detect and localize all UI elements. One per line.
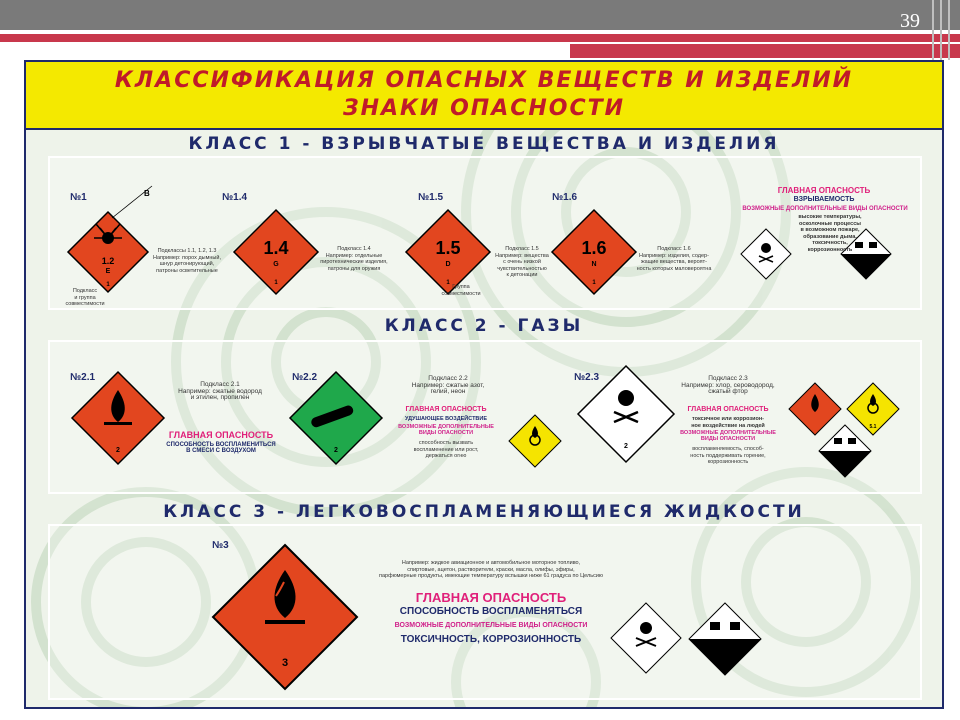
- class2-header: КЛАСС 2 - ГАЗЫ: [384, 316, 584, 336]
- sign-label: №1: [70, 192, 87, 203]
- subclass-note: Подкласс 1.5 Например: вещества с очень низкой чувствительностью к детонации: [495, 246, 549, 278]
- sign-letter: G: [273, 261, 279, 268]
- additional-hazards-list: способность вызвать воспламенение или рост, держаться огню: [413, 440, 479, 459]
- class3-header: КЛАСС 3 - ЛЕГКОВОСПЛАМЕНЯЮЩИЕСЯ ЖИДКОСТИ: [163, 502, 805, 522]
- additional-hazards-title: ВОЗМОЖНЫЕ ДОПОЛНИТЕЛЬНЫЕ ВИДЫ ОПАСНОСТИ: [394, 622, 588, 629]
- toxic-gas-sign: [576, 364, 676, 464]
- main-hazard-title: ГЛАВНАЯ ОПАСНОСТЬ: [687, 406, 769, 413]
- sign-letter: E: [105, 268, 111, 275]
- sign-class-number: 1: [274, 280, 278, 286]
- explosive-sign: [66, 210, 150, 294]
- main-hazard-text: ВЗРЫВАЕМОСТЬ: [793, 196, 855, 203]
- sign-class-number: 2: [624, 443, 628, 450]
- additional-hazards-list: ТОКСИЧНОСТЬ, КОРРОЗИОННОСТЬ: [400, 634, 582, 645]
- sign-class-number: 5.1: [869, 424, 877, 430]
- sign-number: 1.6: [581, 238, 607, 258]
- dimension-label: B: [144, 189, 150, 198]
- sign-class-number: 2: [334, 447, 338, 454]
- sign-label: №2.2: [292, 372, 318, 383]
- subclass-note: Подкласс 2.1 Например: сжатые водород и этилен, пропилен: [178, 381, 262, 401]
- toxic-mini-sign: [610, 602, 682, 674]
- corrosive-mini-sign: [818, 424, 872, 478]
- sign-class-number: 1: [592, 280, 596, 286]
- slide-divider: [932, 0, 934, 60]
- sign-class-number: 2: [116, 447, 120, 454]
- subclass-note: Подклассы 1.1, 1.2, 1.3 Например: порох дымный, шнур детонирующий, патроны осветительные: [152, 248, 221, 274]
- sign-letter: D: [445, 261, 451, 268]
- toxic-mini-sign: [740, 228, 792, 280]
- slide-accent-block: [570, 44, 960, 58]
- sign-letter: N: [591, 261, 597, 268]
- poster-title-band: [26, 62, 942, 130]
- additional-hazards-title: ВОЗМОЖНЫЕ ДОПОЛНИТЕЛЬНЫЕ ВИДЫ ОПАСНОСТИ: [398, 424, 494, 436]
- side-note: Подкласс и группа совместимости: [65, 288, 105, 307]
- nonflammable-gas-sign: [288, 370, 384, 466]
- dimension-mark: [110, 182, 160, 222]
- class3-example-note: Например: жидкое авиационное и автомобильное моторное топливо, спиртовые, ацетон, растворители, краски, масла, олифы, эфиры, парфюмерные продукты, имеющие температуру вспышки ниже 61 градуса по Цельсию: [378, 560, 604, 579]
- main-hazard-title: ГЛАВНАЯ ОПАСНОСТЬ: [777, 186, 871, 195]
- slide-accent-line: [0, 34, 960, 42]
- poster-subtitle: ЗНАКИ ОПАСНОСТИ: [342, 96, 626, 121]
- sign-label: №1.6: [552, 192, 578, 203]
- sign-label: №2.1: [70, 372, 96, 383]
- sign-number: 1.2: [101, 256, 115, 266]
- subclass-note: Подкласс 2.2 Например: сжатые азот, гелий, неон: [411, 375, 485, 395]
- flammable-gas-sign: [70, 370, 166, 466]
- class1-header: КЛАСС 1 - ВЗРЫВЧАТЫЕ ВЕЩЕСТВА И ИЗДЕЛИЯ: [188, 134, 780, 154]
- sign-number: 1.4: [263, 238, 289, 258]
- additional-hazards-title: ВОЗМОЖНЫЕ ДОПОЛНИТЕЛЬНЫЕ ВИДЫ ОПАСНОСТИ: [742, 206, 908, 212]
- sign-number: 1.5: [435, 238, 461, 258]
- sign-label: №2.3: [574, 372, 600, 383]
- sign-label: №3: [212, 540, 229, 551]
- subclass-note: Подкласс 1.4 Например: отдельные пиротехнические изделия, патроны для оружия: [320, 246, 388, 272]
- flammable-liquid-sign: [210, 542, 360, 692]
- subclass-note: Подкласс 2.3 Например: хлор, сероводород, сжатый фтор: [681, 375, 775, 395]
- main-hazard-text: СПОСОБНОСТЬ ВОСПЛАМЕНИТЬСЯ В СМЕСИ С ВОЗДУХОМ: [166, 442, 276, 454]
- slide-divider: [940, 0, 942, 60]
- slide-divider: [948, 0, 950, 60]
- oxidizer-mini-sign: [508, 414, 562, 468]
- hazard-poster: [24, 60, 944, 709]
- sign-class-number: 1: [446, 280, 450, 286]
- main-hazard-title: ГЛАВНАЯ ОПАСНОСТЬ: [415, 590, 567, 605]
- main-hazard-title: ГЛАВНАЯ ОПАСНОСТЬ: [168, 430, 274, 440]
- main-hazard-text: токсичное или коррозион- ное воздействие на людей: [691, 416, 765, 429]
- additional-hazards-list: высокие температуры, осколочные процессы в возможном пожаре, образование дыма, токсичность, коррозионность: [798, 214, 862, 253]
- additional-hazards-title: ВОЗМОЖНЫЕ ДОПОЛНИТЕЛЬНЫЕ ВИДЫ ОПАСНОСТИ: [680, 430, 776, 442]
- subclass-note: Подкласс 1.6 Например: изделия, содер- жащие вещества, вероят- ность которых маловероятна: [636, 246, 712, 272]
- sign-label: №1.5: [418, 192, 444, 203]
- main-hazard-title: ГЛАВНАЯ ОПАСНОСТЬ: [405, 406, 487, 413]
- corrosive-mini-sign: [688, 602, 762, 676]
- slide-number: 39: [900, 10, 920, 32]
- additional-hazards-list: воспламеняемость, способ- ность поддерживать горение, коррозионность: [690, 446, 766, 465]
- side-note: Группа совместимости: [441, 284, 481, 297]
- main-hazard-text: УДУШАЮЩЕЕ ВОЗДЕЙСТВИЕ: [404, 416, 488, 422]
- sign-class-number: 1: [106, 282, 110, 288]
- explosive-sign-1-5: [404, 208, 492, 296]
- poster-title: КЛАССИФИКАЦИЯ ОПАСНЫХ ВЕЩЕСТВ И ИЗДЕЛИЙ: [114, 68, 854, 93]
- sign-class-number: 3: [281, 657, 289, 669]
- main-hazard-text: СПОСОБНОСТЬ ВОСПЛАМЕНЯТЬСЯ: [399, 606, 583, 617]
- slide-top-bar: [0, 0, 960, 30]
- sign-label: №1.4: [222, 192, 248, 203]
